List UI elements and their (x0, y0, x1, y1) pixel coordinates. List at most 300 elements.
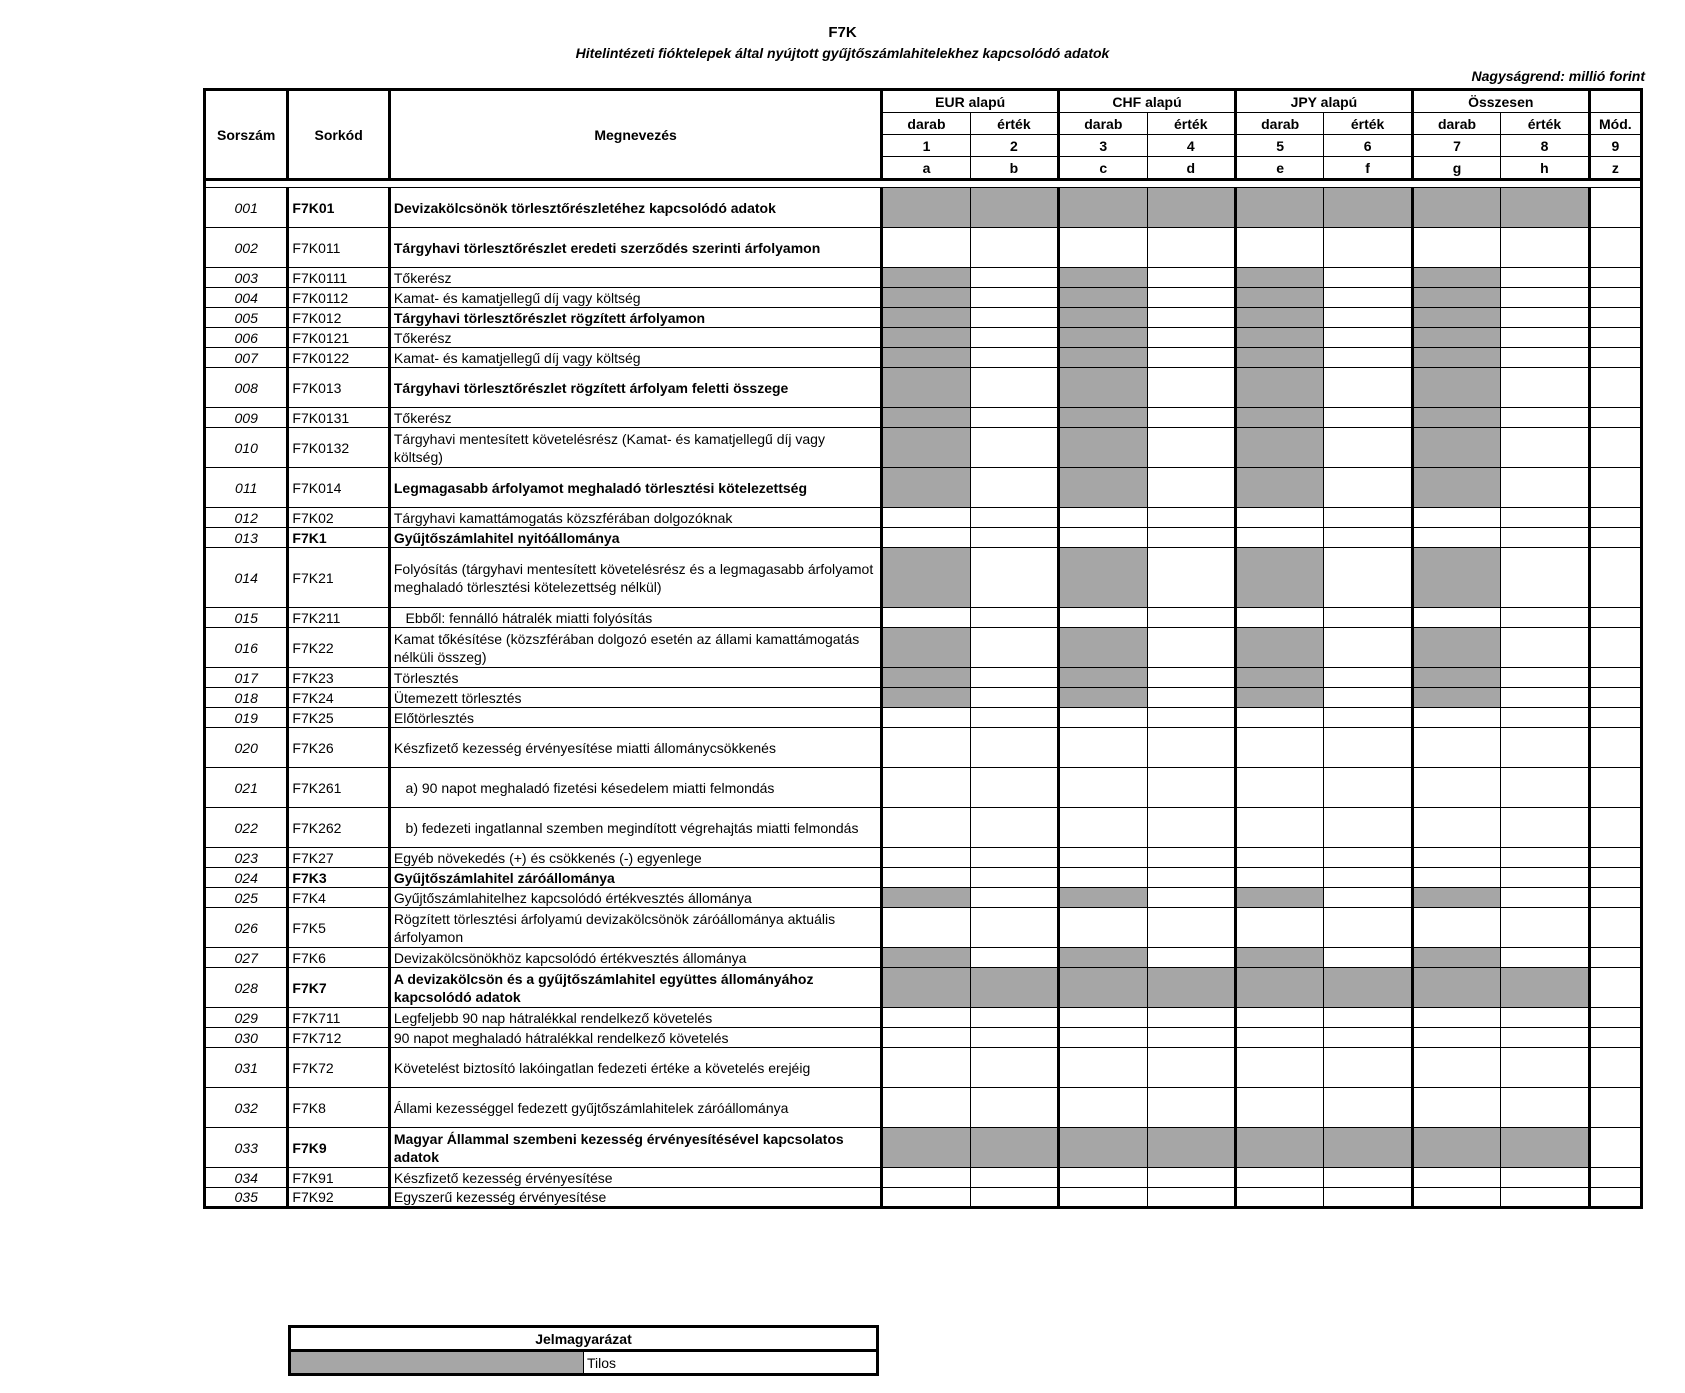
data-cell[interactable] (1059, 1188, 1147, 1208)
row-code: F7K92 (288, 1188, 389, 1208)
data-cell[interactable] (1412, 728, 1500, 768)
data-cell[interactable] (1589, 908, 1641, 948)
data-cell[interactable] (1589, 228, 1641, 268)
data-cell[interactable] (970, 548, 1058, 608)
data-cell[interactable] (1059, 1088, 1147, 1128)
data-cell[interactable] (970, 688, 1058, 708)
data-cell[interactable] (1324, 608, 1412, 628)
data-cell[interactable] (970, 268, 1058, 288)
data-cell[interactable] (1059, 508, 1147, 528)
data-cell[interactable] (1589, 428, 1641, 468)
data-cell[interactable] (1589, 1088, 1641, 1128)
data-cell[interactable] (1501, 1048, 1589, 1088)
data-cell[interactable] (1324, 1048, 1412, 1088)
data-cell[interactable] (1501, 768, 1589, 808)
forbidden-cell (1059, 328, 1147, 348)
data-cell[interactable] (1235, 1188, 1323, 1208)
data-cell[interactable] (1235, 508, 1323, 528)
forbidden-cell (1412, 288, 1500, 308)
data-cell[interactable] (882, 728, 970, 768)
data-cell[interactable] (1235, 608, 1323, 628)
data-cell[interactable] (970, 848, 1058, 868)
data-cell[interactable] (1589, 1128, 1641, 1168)
data-cell[interactable] (1501, 668, 1589, 688)
data-cell[interactable] (970, 768, 1058, 808)
data-cell[interactable] (1412, 808, 1500, 848)
data-cell[interactable] (1324, 868, 1412, 888)
data-cell[interactable] (1147, 1008, 1235, 1028)
data-cell[interactable] (1589, 348, 1641, 368)
data-cell[interactable] (1501, 888, 1589, 908)
forbidden-cell (882, 668, 970, 688)
row-code: F7K22 (288, 628, 389, 668)
data-cell[interactable] (882, 848, 970, 868)
forbidden-cell (1412, 188, 1500, 228)
sub-header-5: darab (1235, 113, 1323, 135)
data-cell[interactable] (1324, 808, 1412, 848)
data-cell[interactable] (1589, 1008, 1641, 1028)
data-cell[interactable] (1589, 368, 1641, 408)
data-cell[interactable] (1324, 428, 1412, 468)
data-cell[interactable] (1589, 268, 1641, 288)
data-cell[interactable] (1147, 888, 1235, 908)
table-row (205, 468, 1642, 508)
data-cell[interactable] (1147, 428, 1235, 468)
data-cell[interactable] (1589, 408, 1641, 428)
data-cell[interactable] (1412, 608, 1500, 628)
number-header-8: 8 (1501, 135, 1589, 157)
data-cell[interactable] (1501, 288, 1589, 308)
data-cell[interactable] (1147, 628, 1235, 668)
data-cell[interactable] (1324, 548, 1412, 608)
data-cell[interactable] (1501, 348, 1589, 368)
data-cell[interactable] (1147, 328, 1235, 348)
data-cell[interactable] (1324, 408, 1412, 428)
data-cell[interactable] (970, 348, 1058, 368)
data-cell[interactable] (1324, 228, 1412, 268)
data-cell[interactable] (970, 1028, 1058, 1048)
data-cell[interactable] (1147, 848, 1235, 868)
forbidden-cell (1147, 968, 1235, 1008)
data-cell[interactable] (1324, 288, 1412, 308)
data-cell[interactable] (1059, 868, 1147, 888)
row-label: Tárgyhavi törlesztőrészlet eredeti szerződés szerinti árfolyamon (389, 228, 881, 268)
row-code: F7K27 (288, 848, 389, 868)
data-cell[interactable] (970, 308, 1058, 328)
data-cell[interactable] (882, 808, 970, 848)
data-cell[interactable] (970, 868, 1058, 888)
forbidden-cell (1412, 968, 1500, 1008)
data-cell[interactable] (1589, 728, 1641, 768)
data-cell[interactable] (1324, 328, 1412, 348)
data-cell[interactable] (1501, 908, 1589, 948)
data-cell[interactable] (1589, 948, 1641, 968)
data-cell[interactable] (1501, 868, 1589, 888)
data-cell[interactable] (1147, 1048, 1235, 1088)
data-cell[interactable] (1324, 1028, 1412, 1048)
data-cell[interactable] (1324, 888, 1412, 908)
row-label: Tőkerész (389, 328, 881, 348)
data-cell[interactable] (1147, 768, 1235, 808)
data-cell[interactable] (1589, 848, 1641, 868)
data-cell[interactable] (1059, 228, 1147, 268)
data-cell[interactable] (1501, 848, 1589, 868)
forbidden-cell (1235, 308, 1323, 328)
forbidden-cell (1235, 668, 1323, 688)
data-cell[interactable] (1412, 1088, 1500, 1128)
data-cell[interactable] (1147, 548, 1235, 608)
data-cell[interactable] (970, 368, 1058, 408)
data-cell[interactable] (1324, 348, 1412, 368)
data-cell[interactable] (1147, 668, 1235, 688)
data-cell[interactable] (1147, 1028, 1235, 1048)
forbidden-cell (1412, 328, 1500, 348)
data-cell[interactable] (882, 868, 970, 888)
letter-header-5: e (1235, 157, 1323, 180)
data-cell[interactable] (1235, 728, 1323, 768)
data-cell[interactable] (970, 1048, 1058, 1088)
data-cell[interactable] (1324, 308, 1412, 328)
data-cell[interactable] (882, 1088, 970, 1128)
data-cell[interactable] (882, 1048, 970, 1088)
data-cell[interactable] (1589, 508, 1641, 528)
table-row (205, 428, 1642, 468)
forbidden-cell (1059, 408, 1147, 428)
data-cell[interactable] (970, 228, 1058, 268)
data-cell[interactable] (1501, 548, 1589, 608)
row-number: 003 (205, 268, 288, 288)
row-number: 033 (205, 1128, 288, 1168)
forbidden-cell (882, 268, 970, 288)
data-cell[interactable] (970, 328, 1058, 348)
row-code: F7K711 (288, 1008, 389, 1028)
table-row (205, 668, 1642, 688)
data-cell[interactable] (1235, 1048, 1323, 1088)
group-header-eur: EUR alapú (882, 90, 1059, 113)
data-cell[interactable] (1501, 688, 1589, 708)
data-cell[interactable] (1147, 868, 1235, 888)
data-cell[interactable] (1501, 948, 1589, 968)
data-cell[interactable] (1501, 228, 1589, 268)
data-cell[interactable] (1147, 688, 1235, 708)
data-cell[interactable] (1147, 308, 1235, 328)
data-cell[interactable] (1147, 948, 1235, 968)
data-cell[interactable] (1059, 1168, 1147, 1188)
forbidden-cell (1412, 548, 1500, 608)
data-cell[interactable] (1324, 628, 1412, 668)
data-cell[interactable] (882, 528, 970, 548)
forbidden-cell (1147, 188, 1235, 228)
data-cell[interactable] (1147, 468, 1235, 508)
data-cell[interactable] (1147, 408, 1235, 428)
forbidden-cell (1324, 188, 1412, 228)
table-row (205, 968, 1642, 1008)
data-cell[interactable] (1059, 1028, 1147, 1048)
data-cell[interactable] (1501, 708, 1589, 728)
data-cell[interactable] (1147, 908, 1235, 948)
data-cell[interactable] (1412, 768, 1500, 808)
data-cell[interactable] (1235, 708, 1323, 728)
forbidden-cell (1059, 188, 1147, 228)
data-cell[interactable] (1235, 228, 1323, 268)
data-cell[interactable] (970, 668, 1058, 688)
data-cell[interactable] (970, 948, 1058, 968)
data-cell[interactable] (1324, 468, 1412, 508)
data-cell[interactable] (1589, 968, 1641, 1008)
data-cell[interactable] (1501, 1008, 1589, 1028)
data-cell[interactable] (1235, 1028, 1323, 1048)
data-cell[interactable] (882, 228, 970, 268)
data-cell[interactable] (1235, 848, 1323, 868)
data-cell[interactable] (1589, 768, 1641, 808)
data-cell[interactable] (1147, 728, 1235, 768)
row-code: F7K0132 (288, 428, 389, 468)
data-cell[interactable] (1589, 528, 1641, 548)
data-cell[interactable] (1324, 368, 1412, 408)
forbidden-cell (1059, 668, 1147, 688)
forbidden-cell (1412, 368, 1500, 408)
data-cell[interactable] (1589, 288, 1641, 308)
data-cell[interactable] (1235, 1088, 1323, 1128)
data-cell[interactable] (970, 608, 1058, 628)
data-cell[interactable] (1324, 1188, 1412, 1208)
data-cell[interactable] (882, 708, 970, 728)
data-cell[interactable] (1235, 868, 1323, 888)
data-cell[interactable] (882, 508, 970, 528)
data-cell[interactable] (1147, 1168, 1235, 1188)
data-cell[interactable] (1589, 708, 1641, 728)
data-cell[interactable] (1501, 1168, 1589, 1188)
data-cell[interactable] (1147, 368, 1235, 408)
data-cell[interactable] (1324, 848, 1412, 868)
data-cell[interactable] (970, 528, 1058, 548)
data-cell[interactable] (1147, 708, 1235, 728)
data-cell[interactable] (1501, 268, 1589, 288)
data-cell[interactable] (1059, 848, 1147, 868)
data-cell[interactable] (1147, 528, 1235, 548)
data-cell[interactable] (1147, 1188, 1235, 1208)
data-cell[interactable] (970, 708, 1058, 728)
data-cell[interactable] (1589, 628, 1641, 668)
table-body (205, 188, 1642, 1208)
data-cell[interactable] (882, 908, 970, 948)
data-cell[interactable] (970, 1088, 1058, 1128)
data-cell[interactable] (1147, 228, 1235, 268)
data-cell[interactable] (1235, 1008, 1323, 1028)
data-cell[interactable] (1412, 1188, 1500, 1208)
data-cell[interactable] (1324, 1008, 1412, 1028)
data-cell[interactable] (1059, 908, 1147, 948)
data-cell[interactable] (970, 428, 1058, 468)
data-cell[interactable] (882, 768, 970, 808)
forbidden-cell (882, 348, 970, 368)
data-cell[interactable] (1324, 688, 1412, 708)
data-cell[interactable] (1324, 768, 1412, 808)
row-code: F7K0131 (288, 408, 389, 428)
table-row (205, 948, 1642, 968)
data-cell[interactable] (1589, 868, 1641, 888)
table-row (205, 228, 1642, 268)
data-cell[interactable] (1501, 468, 1589, 508)
data-cell[interactable] (1501, 1088, 1589, 1128)
data-cell[interactable] (1147, 348, 1235, 368)
data-cell[interactable] (1059, 728, 1147, 768)
sub-header-1: darab (882, 113, 970, 135)
number-header-4: 4 (1147, 135, 1235, 157)
data-cell[interactable] (1324, 508, 1412, 528)
data-cell[interactable] (1147, 508, 1235, 528)
data-cell[interactable] (1412, 1028, 1500, 1048)
row-code: F7K91 (288, 1168, 389, 1188)
data-cell[interactable] (1412, 528, 1500, 548)
data-cell[interactable] (1412, 848, 1500, 868)
data-cell[interactable] (1589, 888, 1641, 908)
data-cell[interactable] (1589, 1188, 1641, 1208)
data-cell[interactable] (1324, 708, 1412, 728)
row-number: 017 (205, 668, 288, 688)
data-cell[interactable] (1059, 1048, 1147, 1088)
data-cell[interactable] (882, 608, 970, 628)
data-cell[interactable] (1324, 1168, 1412, 1188)
data-cell[interactable] (1059, 708, 1147, 728)
forbidden-cell (1412, 888, 1500, 908)
row-code: F7K5 (288, 908, 389, 948)
table-row (205, 1168, 1642, 1188)
data-cell[interactable] (970, 1008, 1058, 1028)
data-cell[interactable] (1412, 1008, 1500, 1028)
forbidden-cell (1059, 288, 1147, 308)
row-label: Egyéb növekedés (+) és csökkenés (-) egyenlege (389, 848, 881, 868)
data-cell[interactable] (1589, 688, 1641, 708)
data-cell[interactable] (1324, 728, 1412, 768)
row-number: 009 (205, 408, 288, 428)
data-cell[interactable] (1235, 908, 1323, 948)
forbidden-cell (1235, 268, 1323, 288)
data-cell[interactable] (1412, 708, 1500, 728)
data-cell[interactable] (1412, 908, 1500, 948)
data-cell[interactable] (1501, 508, 1589, 528)
row-code: F7K261 (288, 768, 389, 808)
data-cell[interactable] (1589, 668, 1641, 688)
data-cell[interactable] (1589, 808, 1641, 848)
data-cell[interactable] (1059, 768, 1147, 808)
data-cell[interactable] (1589, 1168, 1641, 1188)
data-cell[interactable] (882, 1168, 970, 1188)
table-row (205, 908, 1642, 948)
data-cell[interactable] (970, 728, 1058, 768)
row-label: Gyűjtőszámlahitelhez kapcsolódó értékvesztés állománya (389, 888, 881, 908)
data-cell[interactable] (970, 288, 1058, 308)
data-cell[interactable] (1059, 608, 1147, 628)
data-cell[interactable] (1324, 528, 1412, 548)
data-cell[interactable] (1589, 548, 1641, 608)
data-cell[interactable] (1501, 808, 1589, 848)
sub-header-7: darab (1412, 113, 1500, 135)
data-cell[interactable] (1147, 288, 1235, 308)
data-cell[interactable] (1501, 528, 1589, 548)
data-cell[interactable] (1412, 868, 1500, 888)
data-cell[interactable] (970, 808, 1058, 848)
data-cell[interactable] (1059, 528, 1147, 548)
data-cell[interactable] (882, 1188, 970, 1208)
data-cell[interactable] (970, 888, 1058, 908)
data-cell[interactable] (1324, 948, 1412, 968)
data-cell[interactable] (1589, 1028, 1641, 1048)
data-cell[interactable] (970, 1168, 1058, 1188)
data-cell[interactable] (1501, 1188, 1589, 1208)
forbidden-cell (1235, 288, 1323, 308)
table-row (205, 888, 1642, 908)
data-cell[interactable] (1501, 328, 1589, 348)
data-cell[interactable] (1147, 1088, 1235, 1128)
forbidden-cell (1059, 268, 1147, 288)
data-cell[interactable] (882, 1028, 970, 1048)
data-cell[interactable] (1324, 268, 1412, 288)
row-number: 035 (205, 1188, 288, 1208)
table-row (205, 728, 1642, 768)
data-cell[interactable] (1147, 268, 1235, 288)
data-cell[interactable] (1059, 808, 1147, 848)
row-label: Ütemezett törlesztés (389, 688, 881, 708)
data-cell[interactable] (1589, 308, 1641, 328)
data-cell[interactable] (1147, 608, 1235, 628)
data-cell[interactable] (1501, 368, 1589, 408)
data-cell[interactable] (970, 908, 1058, 948)
data-cell[interactable] (1412, 1048, 1500, 1088)
data-cell[interactable] (1324, 668, 1412, 688)
data-cell[interactable] (1059, 1008, 1147, 1028)
data-cell[interactable] (970, 508, 1058, 528)
data-cell[interactable] (1324, 908, 1412, 948)
data-cell[interactable] (970, 468, 1058, 508)
row-label: b) fedezeti ingatlannal szemben megindított végrehajtás miatti felmondás (389, 808, 881, 848)
data-cell[interactable] (1589, 608, 1641, 628)
sub-header-8: érték (1501, 113, 1589, 135)
data-cell[interactable] (1501, 428, 1589, 468)
data-cell[interactable] (1589, 328, 1641, 348)
data-cell[interactable] (1147, 808, 1235, 848)
data-cell[interactable] (1235, 1168, 1323, 1188)
form-subtitle: Hitelintézeti fióktelepek által nyújtott gyűjtőszámlahitelekhez kapcsolódó adatok (575, 45, 1110, 61)
data-cell[interactable] (970, 1188, 1058, 1208)
data-cell[interactable] (1501, 308, 1589, 328)
forbidden-cell (882, 428, 970, 468)
data-cell[interactable] (1501, 628, 1589, 668)
forbidden-cell (1059, 308, 1147, 328)
data-cell[interactable] (1501, 408, 1589, 428)
data-cell[interactable] (1589, 1048, 1641, 1088)
row-label: Készfizető kezesség érvényesítése (389, 1168, 881, 1188)
forbidden-cell (1235, 888, 1323, 908)
data-cell[interactable] (970, 408, 1058, 428)
data-cell[interactable] (1235, 808, 1323, 848)
data-cell[interactable] (1589, 468, 1641, 508)
data-cell[interactable] (1589, 188, 1641, 228)
data-cell[interactable] (1235, 528, 1323, 548)
data-cell[interactable] (970, 628, 1058, 668)
data-cell[interactable] (1412, 228, 1500, 268)
data-cell[interactable] (1412, 1168, 1500, 1188)
forbidden-cell (1412, 348, 1500, 368)
data-cell[interactable] (1235, 768, 1323, 808)
data-cell[interactable] (1501, 1028, 1589, 1048)
data-cell[interactable] (1412, 508, 1500, 528)
data-cell[interactable] (1324, 1088, 1412, 1128)
data-cell[interactable] (1501, 608, 1589, 628)
data-cell[interactable] (1501, 728, 1589, 768)
forbidden-cell (1324, 968, 1412, 1008)
data-cell[interactable] (882, 1008, 970, 1028)
